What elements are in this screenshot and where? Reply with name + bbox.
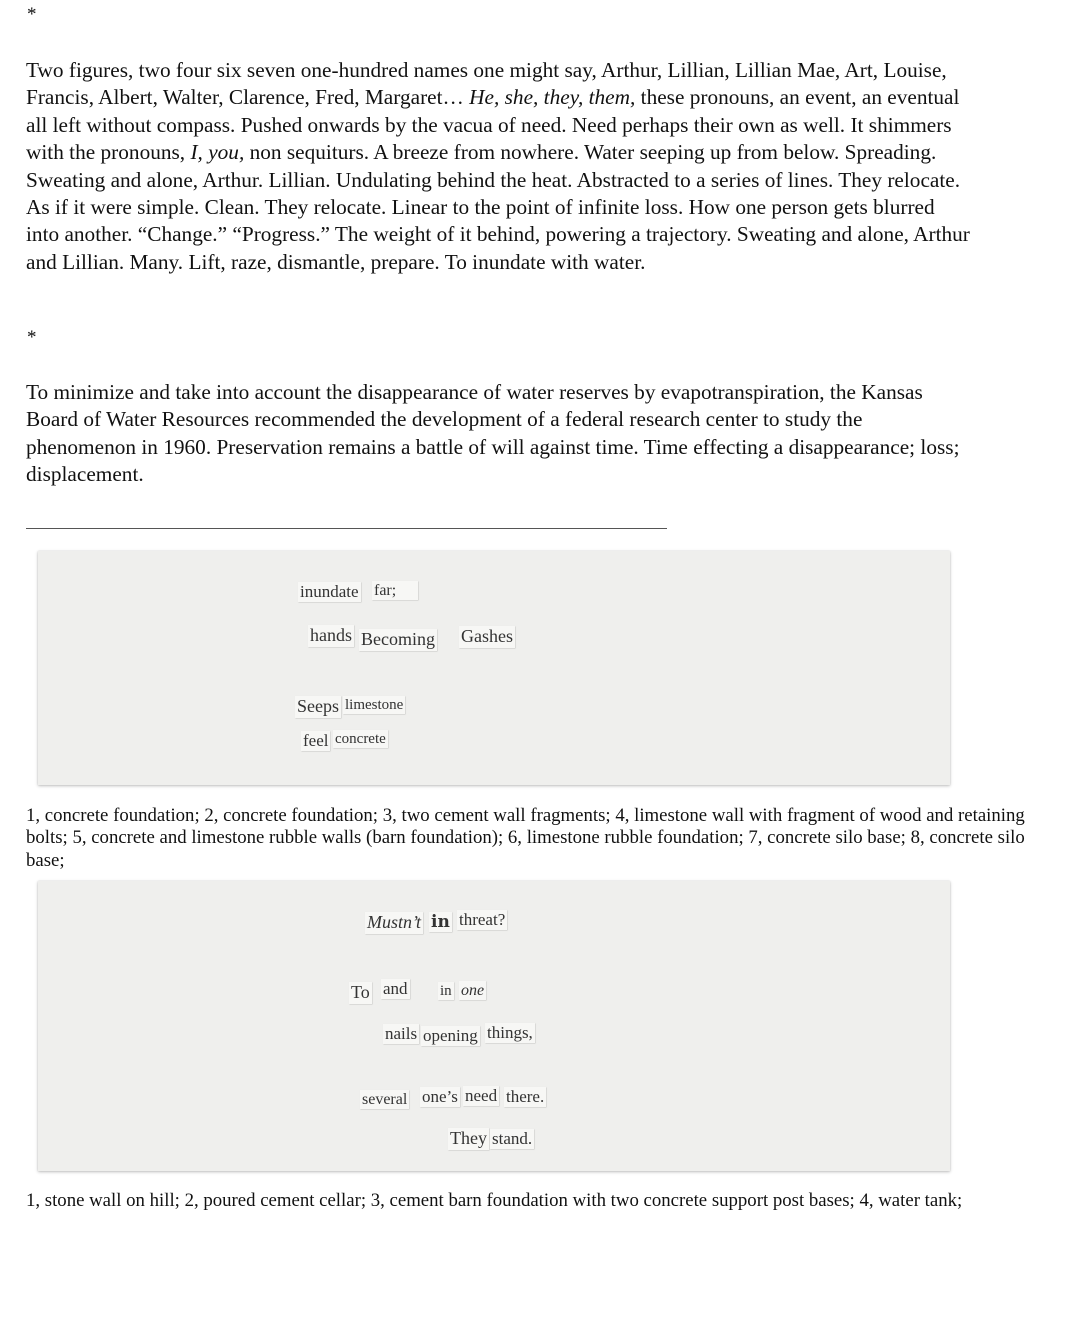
collage1-word-gashes: Gashes	[461, 626, 513, 646]
collage2-word-ones: one’s	[422, 1087, 458, 1106]
para1-italic-i-you: I, you,	[190, 140, 245, 165]
collage2-word-they: They	[450, 1128, 487, 1148]
collage1-word-inundate: inundate	[300, 582, 359, 601]
caption-1: 1, concrete foundation; 2, concrete foundation; 3, two cement wall fragments; 4, limestone wall with fragment of wood and retaining bolts; 5, concrete and limestone rubble walls (barn foundation); 6, limestone rubble foundation; 7, concrete silo base; 8, concrete silo base;	[26, 805, 1025, 871]
collage2-word-opening: opening	[423, 1026, 478, 1045]
collage2-word-things: things,	[487, 1023, 533, 1042]
collage-image-1	[38, 551, 950, 785]
collage-image-2	[38, 881, 950, 1171]
para1-text-2: these pronouns, an event, an eventual all left without compass. Pushed onwards by the vacua of need. Need perhaps their own as well. It shimmers with the pronouns,	[26, 85, 960, 165]
collage2-word-and: and	[383, 979, 408, 998]
para1-text-1: Two figures, two four six seven one-hundred names one might say, Arthur, Lillian, Lillian Mae, Art, Louise, Francis, Albert, Walter, Clarence, Fred, Margaret…	[26, 58, 947, 110]
caption-2: 1, stone wall on hill; 2, poured cement cellar; 3, cement barn foundation with two concrete support post bases; 4, water tank;	[26, 1190, 963, 1211]
collage2-word-threat: threat?	[459, 910, 506, 929]
collage2-word-need: need	[465, 1086, 498, 1105]
collage2-word-several: several	[362, 1091, 408, 1108]
collage2-word-in-2: in	[440, 983, 452, 999]
section-mark-2: *	[27, 327, 37, 348]
paragraph-water-board: To minimize and take into account the disappearance of water reserves by evapotranspiration, the Kansas Board of Water Resources recommended the development of a federal research center to study the phenomenon in 1960. Preservation remains a battle of will against time. Time effecting a disappearance; loss; displacement.	[26, 380, 960, 487]
collage2-word-nails: nails	[385, 1024, 418, 1043]
para1-italic-pronouns: He, she, they, them,	[469, 85, 636, 110]
collage2-word-mustnt: Mustn’t	[367, 912, 421, 932]
collage1-word-feel: feel	[303, 731, 329, 750]
collage2-word-stand: stand.	[492, 1129, 533, 1148]
paragraph-figures	[26, 57, 971, 276]
collage1-word-concrete: concrete	[335, 731, 386, 747]
para1-text-3: non sequiturs. A breeze from nowhere. Water seeping up from below. Spreading. Sweating and alone, Arthur. Lillian. Undulating behind the heat. Abstracted to a series of lines. They relocate. As if it were simple. Clean. They relocate. Linear to the point of infinite loss. How one person gets blurred into another. “Change.” “Progress.” The weight of it behind, powering a trajectory. Sweating and alone, Arthur and Lillian. Many. Lift, raze, dismantle, prepare. To inundate with water.	[26, 140, 970, 274]
collage1-word-hands: hands	[310, 625, 352, 645]
collage2-word-one: one	[461, 982, 485, 999]
collage1-word-seeps: Seeps	[297, 696, 339, 716]
divider-line	[26, 528, 667, 529]
collage1-word-becoming: Becoming	[361, 629, 435, 649]
collage2-word-to: To	[351, 982, 370, 1002]
collage2-word-there: there.	[506, 1087, 545, 1106]
collage1-word-far: far;	[372, 581, 418, 600]
section-mark-1: *	[27, 4, 37, 25]
collage2-word-in: in	[431, 912, 450, 932]
collage1-word-limestone: limestone	[345, 697, 404, 713]
